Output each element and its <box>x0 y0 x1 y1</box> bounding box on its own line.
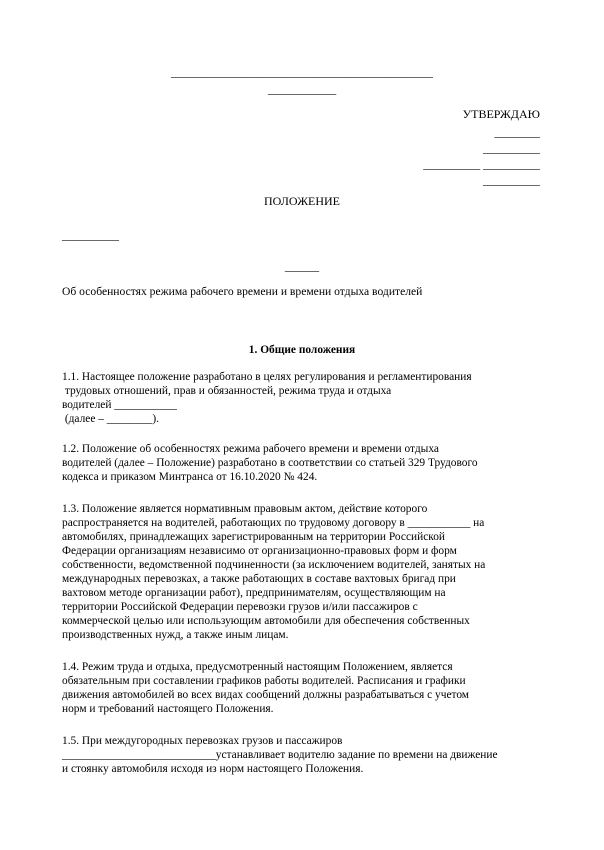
paragraph-line: движения автомобилей во всех видах сообщений должны разрабатываться с учетом <box>62 689 470 701</box>
org-name-line: ______________________________________________ <box>171 67 433 79</box>
paragraph-line: и стоянку автомобиля исходя из норм настоящего Положения. <box>62 763 364 775</box>
paragraph-line: обязательным при составлении графиков работы водителей. Расписания и графики <box>62 675 466 687</box>
number-blank: ______ <box>284 261 320 273</box>
section-heading: 1. Общие положения <box>248 344 356 356</box>
approval-line-2: __________ <box>483 143 540 155</box>
paragraph-line: вахтовом методе организации работ), предпринимателям, осуществляющим на <box>62 587 446 599</box>
paragraph-1-1 <box>62 370 542 426</box>
paragraph-line: 1.3. Положение является нормативным правовым актом, действие которого <box>62 503 428 515</box>
paragraph-line: (далее – ________). <box>62 413 159 425</box>
paragraph-line: международных перевозках, а также работающих в составе вахтовых бригад при <box>62 573 456 585</box>
paragraph-line: 1.4. Режим труда и отдыха, предусмотренный настоящим Положением, является <box>62 661 453 673</box>
paragraph-line: ___________________________устанавливает водителю задание по времени на движение <box>62 749 498 761</box>
document-subject: Об особенностях режима рабочего времени и времени отдыха водителей <box>62 285 423 298</box>
document-title: ПОЛОЖЕНИЕ <box>264 194 340 208</box>
paragraph-line: Федерации организациям независимо от организационно-правовых форм и форм <box>62 545 457 557</box>
approval-line-4: __________ <box>483 175 540 187</box>
paragraph-line: 1.2. Положение об особенностях режима рабочего времени и времени отдыха <box>62 443 439 455</box>
paragraph-line: автомобилях, принадлежащих зарегистрированным на территории Российской <box>62 531 445 543</box>
paragraph-line: распространяется на водителей, работающих по трудовому договору в ___________ на <box>62 517 485 529</box>
paragraph-line: коммерческой целью или использующим автомобили для обеспечения собственных <box>62 615 470 627</box>
approval-line-1: ________ <box>494 127 540 139</box>
paragraph-line: территории Российской Федерации перевозки грузов и/или пассажиров с <box>62 601 418 613</box>
paragraph-line: кодекса и приказом Минтранса от 16.10.2020 № 424. <box>62 471 318 483</box>
org-name-line-2: ____________ <box>267 84 337 96</box>
paragraph-line: трудовых отношений, прав и обязанностей, режима труда и отдыха <box>62 385 392 397</box>
paragraph-1-5 <box>62 734 542 776</box>
paragraph-line: водителей ___________ <box>62 399 177 411</box>
paragraph-line: 1.5. При междугородных перевозках грузов и пассажиров <box>62 735 343 747</box>
approval-title: УТВЕРЖДАЮ <box>462 107 540 121</box>
paragraph-line: 1.1. Настоящее положение разработано в целях регулирования и регламентирования <box>62 371 472 383</box>
date-blank: __________ <box>62 230 119 242</box>
paragraph-line: норм и требований настоящего Положения. <box>62 703 274 715</box>
paragraph-line: производственных нужд, а также иным лицам. <box>62 629 289 641</box>
paragraph-1-2 <box>62 442 542 484</box>
paragraph-1-4 <box>62 660 542 716</box>
paragraph-line: водителей (далее – Положение) разработано в соответствии со статьей 329 Трудового <box>62 457 478 469</box>
paragraph-1-3 <box>62 502 542 642</box>
paragraph-line: собственности, ведомственной подчиненности (за исключением водителей, занятых на <box>62 559 486 571</box>
approval-line-3: __________ __________ <box>423 159 540 171</box>
